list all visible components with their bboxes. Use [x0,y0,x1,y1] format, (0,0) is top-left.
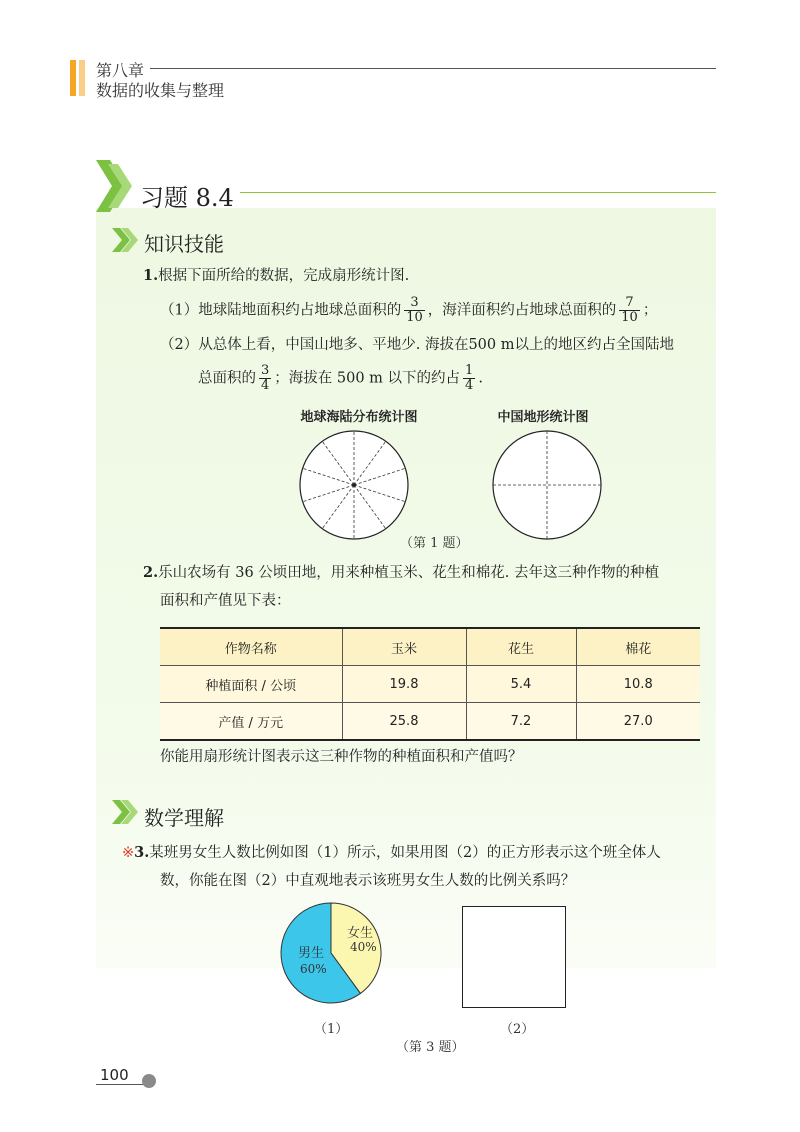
q1-sub2-line1: （2）从总体上看，中国山地多、平地少. 海拔在500 m以上的地区约占全国陆地 [160,337,674,353]
q1-sub1-end: ； [642,302,658,319]
q3-line2: 数，你能在图（2）中直观地表示该班男女生人数的比例关系吗？ [160,873,576,889]
q2-line1 [143,562,659,584]
q1-sub2-b: ；海拔在 500 m 以下的约占 [274,370,461,387]
page-number: 100 [100,1066,129,1084]
q1-number: 1. [143,267,159,284]
table-cell: 19.8 [342,666,466,703]
chapter-accent-bar-light [79,60,85,96]
table-cell: 产值 / 万元 [218,715,284,731]
q2-number: 2. [143,564,159,581]
chapter-title: 数据的收集与整理 [96,81,225,100]
table-header-row [160,628,700,666]
q1-sub1 [160,296,657,325]
table-row [160,703,700,741]
q2-line2: 面积和产值见下表： [160,593,291,609]
q3-line1 [122,842,661,864]
table-header-cell: 花生 [466,628,576,666]
blank-square [462,906,566,1008]
q3-number: 3. [134,844,150,861]
chapter-number: 第八章 [96,58,150,81]
section-title: 习题 8.4 [140,184,234,212]
table-header-cell: 棉花 [576,628,700,666]
q2-line1-text: 乐山农场有 36 公顷田地，用来种植玉米、花生和棉花. 去年这三种作物的种植 [158,565,660,581]
part-chevron-icon [112,798,142,826]
q1-prompt: 根据下面所给的数据，完成扇形统计图. [158,268,410,284]
fig2-label: （2） [500,1022,535,1037]
part-chevron-icon [112,226,142,254]
table-cell: 27.0 [576,703,700,741]
chart1-title: 地球海陆分布统计图 [300,410,418,425]
q1-sub1-mid: ，海洋面积约占地球总面积的 [427,302,617,319]
chapter-accent-bar [70,60,76,96]
table-row [160,666,700,703]
fig1-label: （1） [314,1022,349,1037]
part-title-skills: 知识技能 [144,232,224,256]
table-header-cell: 玉米 [342,628,466,666]
table-cell: 10.8 [576,666,700,703]
male-label: 男生 [298,946,325,961]
chart2-title: 中国地形统计图 [497,410,589,425]
q2-question: 你能用扇形统计图表示这三种作物的种植面积和产值吗？ [160,749,523,765]
page-number-rule [96,1084,144,1085]
q1-caption: （第 1 题） [400,536,469,551]
q1-sub2-c: . [478,370,483,387]
challenge-mark-icon: ※ [122,845,135,861]
fraction-3-10: $\frac{3}{10}$ [406,295,423,325]
q3-caption: （第 3 题） [396,1040,465,1055]
q1-sub1-prefix: （1）地球陆地面积约占地球总面积的 [160,302,402,319]
part-title-understanding: 数学理解 [144,806,224,830]
female-label: 女生 [347,926,374,941]
table-cell: 7.2 [466,703,576,741]
q3-line1-text: 某班男女生人数比例如图（1）所示，如果用图（2）的正方形表示这个班全体人 [149,845,661,861]
table-cell: 25.8 [342,703,466,741]
fraction-3-4: $\frac{3}{4}$ [261,363,270,393]
q1-sub2-line2 [198,364,483,393]
fraction-7-10: $\frac{7}{10}$ [621,295,638,325]
crop-table [160,627,700,741]
header-rule [96,68,716,69]
table-header-cell: 作物名称 [224,641,277,657]
page-dot-icon [142,1074,156,1088]
female-percent: 40% [350,940,377,954]
china-blank-pie [490,428,604,542]
table-cell: 种植面积 / 公顷 [205,678,297,694]
earth-blank-pie [297,428,411,542]
male-percent: 60% [300,962,327,976]
fraction-1-4: $\frac{1}{4}$ [465,363,474,393]
q1-text [143,265,409,287]
section-rule [240,192,716,193]
table-cell: 5.4 [466,666,576,703]
q1-sub2-a: 总面积的 [198,370,256,387]
section-chevron-icon [96,160,140,212]
